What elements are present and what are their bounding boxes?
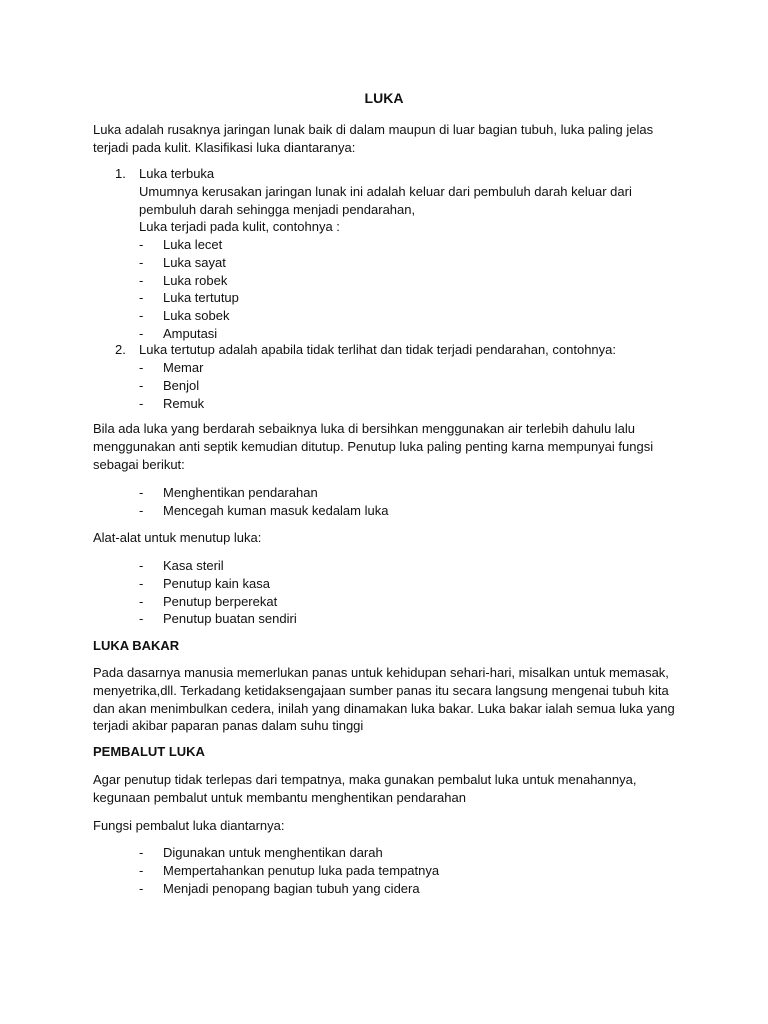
dash-bullet: - bbox=[139, 272, 144, 288]
dash-bullet: - bbox=[139, 611, 144, 627]
dash-bullet: - bbox=[139, 575, 144, 591]
list-item bbox=[139, 484, 639, 502]
classification-item-1 bbox=[115, 165, 675, 236]
tools-list bbox=[139, 557, 639, 628]
list-item bbox=[139, 395, 639, 413]
tools-heading: Alat-alat untuk menutup luka: bbox=[93, 530, 262, 545]
dash-bullet: - bbox=[139, 485, 144, 500]
list-item bbox=[139, 236, 639, 254]
dash-bullet: - bbox=[139, 360, 144, 375]
intro-paragraph: Luka adalah rusaknya jaringan lunak baik di dalam maupun di luar bagian tubuh, luka paling jelas terjadi pada kulit. Klasifikasi luka diantaranya: bbox=[93, 122, 654, 155]
list-item-text: Luka lecet bbox=[163, 237, 223, 252]
dash-bullet: - bbox=[139, 880, 144, 896]
list-item-text: Menghentikan pendarahan bbox=[163, 485, 318, 500]
cover-functions-list bbox=[139, 484, 639, 520]
list-item-text: Remuk bbox=[163, 395, 205, 411]
dash-bullet: - bbox=[139, 862, 144, 878]
bandage-heading: PEMBALUT LUKA bbox=[93, 744, 205, 759]
list-item-text: Kasa steril bbox=[163, 558, 224, 573]
dash-bullet: - bbox=[139, 558, 144, 573]
list-item bbox=[139, 593, 639, 611]
dash-bullet: - bbox=[139, 237, 144, 252]
list-item-text: Mempertahankan penutup luka pada tempatnya bbox=[163, 862, 440, 878]
list-item bbox=[139, 377, 639, 395]
burn-heading: LUKA BAKAR bbox=[93, 638, 180, 653]
list-item bbox=[139, 307, 639, 325]
list-item bbox=[139, 557, 639, 575]
dash-bullet: - bbox=[139, 290, 144, 306]
document-title: LUKA bbox=[364, 90, 404, 106]
list-item bbox=[139, 289, 639, 307]
list-item bbox=[139, 359, 639, 377]
item-heading: Luka tertutup adalah apabila tidak terlihat dan tidak terjadi pendarahan, contohnya: bbox=[139, 342, 617, 357]
list-item-text: Luka sobek bbox=[163, 308, 230, 324]
list-item-text: Mencegah kuman masuk kedalam luka bbox=[163, 502, 389, 518]
dash-bullet: - bbox=[139, 377, 144, 393]
item-description: Umumnya kerusakan jaringan lunak ini adalah keluar dari pembuluh darah keluar dari pembuluh darah sehingga menjadi pendarahan, bbox=[139, 183, 632, 217]
list-item-text: Digunakan untuk menghentikan darah bbox=[163, 845, 383, 860]
list-item-text: Luka robek bbox=[163, 272, 228, 288]
dash-bullet: - bbox=[139, 308, 144, 324]
bandage-functions-list bbox=[139, 844, 639, 897]
list-item bbox=[139, 610, 639, 628]
list-item bbox=[139, 844, 639, 862]
dash-bullet: - bbox=[139, 502, 144, 518]
list-item-text: Luka sayat bbox=[163, 254, 226, 270]
list-item bbox=[139, 880, 639, 898]
list-item-text: Memar bbox=[163, 360, 204, 375]
list-item-text: Benjol bbox=[163, 377, 200, 393]
dash-bullet: - bbox=[139, 395, 144, 411]
list-item bbox=[139, 272, 639, 290]
item-number: 1. bbox=[115, 166, 126, 181]
list-item-text: Menjadi penopang bagian tubuh yang cidera bbox=[163, 880, 420, 896]
list-item bbox=[139, 502, 639, 520]
list-item-text: Penutup kain kasa bbox=[163, 575, 270, 591]
item-description-2: Luka terjadi pada kulit, contohnya : bbox=[139, 219, 340, 235]
closed-wound-examples bbox=[139, 359, 639, 412]
classification-item-2 bbox=[115, 341, 675, 359]
bandage-paragraph: Agar penutup tidak terlepas dari tempatnya, maka gunakan pembalut luka untuk menahannya, kegunaan pembalut untuk membantu menghentikan pendarahan bbox=[93, 772, 637, 805]
list-item bbox=[139, 862, 639, 880]
dash-bullet: - bbox=[139, 325, 144, 341]
bleeding-paragraph: Bila ada luka yang berdarah sebaiknya luka di bersihkan menggunakan air terlebih dahulu lalu menggunakan anti septik kemudian ditutup. Penutup luka paling penting karna mempunyai fungsi sebagai berikut: bbox=[93, 421, 654, 472]
item-number: 2. bbox=[115, 342, 126, 357]
dash-bullet: - bbox=[139, 254, 144, 270]
dash-bullet: - bbox=[139, 845, 144, 860]
item-heading: Luka terbuka bbox=[139, 166, 215, 181]
open-wound-examples bbox=[139, 236, 639, 343]
bandage-functions-heading: Fungsi pembalut luka diantarnya: bbox=[93, 818, 285, 833]
list-item-text: Amputasi bbox=[163, 325, 218, 341]
list-item-text: Luka tertutup bbox=[163, 290, 239, 306]
burn-paragraph: Pada dasarnya manusia memerlukan panas untuk kehidupan sehari-hari, misalkan untuk memasak, menyetrika,dll. Terkadang ketidaksengajaan sumber panas itu secara langsung mengenai tubuh kita dan akan menimbulkan cedera, inilah yang dinamakan luka bakar. Luka bakar ialah semua luka yang terjadi akibar paparan panas dalam suhu tinggi bbox=[93, 665, 675, 734]
list-item-text: Penutup buatan sendiri bbox=[163, 611, 297, 627]
list-item bbox=[139, 254, 639, 272]
list-item-text: Penutup berperekat bbox=[163, 593, 278, 609]
dash-bullet: - bbox=[139, 593, 144, 609]
list-item bbox=[139, 575, 639, 593]
